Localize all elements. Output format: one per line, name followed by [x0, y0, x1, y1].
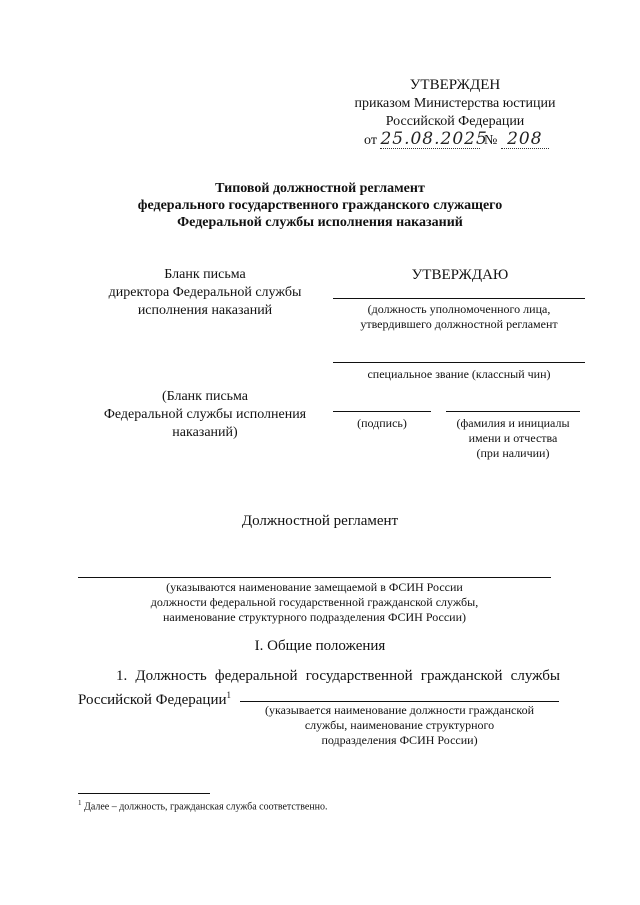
footnote-ref: 1: [226, 690, 232, 700]
heading-line2: федерального государственного гражданского служащего: [137, 198, 503, 213]
position-caption-line1: (должность уполномоченного лица,: [367, 302, 551, 316]
position-name-caption-line2: службы, наименование структурного: [304, 718, 495, 732]
position-name-caption-line3: подразделения ФСИН России): [321, 733, 478, 747]
approval-title: УТВЕРЖДЕН: [409, 77, 501, 93]
blank1-line3: исполнения наказаний: [137, 303, 273, 318]
heading-line3: Федеральной службы исполнения наказаний: [177, 215, 463, 230]
rank-line: [333, 362, 585, 363]
regulation-caption-line2: должности федеральной государственной гражданской службы,: [150, 595, 479, 609]
name-caption-line1: (фамилия и инициалы: [456, 416, 570, 430]
section-title: I. Общие положения: [254, 638, 386, 654]
position-caption: [330, 302, 588, 332]
name-caption-line3: (при наличии): [476, 446, 550, 460]
position-name-caption-line1: (указывается наименование должности гражданской: [265, 703, 534, 717]
approve-title: УТВЕРЖДАЮ: [411, 267, 509, 283]
regulation-title: Должностной регламент: [241, 513, 399, 529]
blank2-line2: Федеральной службы исполнения: [103, 407, 307, 422]
approval-block: [330, 76, 580, 131]
blank2-line3: наказаний): [172, 425, 238, 440]
rank-caption: специальное звание (классный чин): [367, 367, 551, 381]
section-paragraph-line1: 1. Должность федеральной государственной гражданской службы: [116, 668, 560, 684]
signature-line: [333, 411, 431, 412]
signature-caption: (подпись): [357, 416, 407, 430]
regulation-caption: [78, 580, 551, 625]
date-value: 25.08.2025: [380, 129, 488, 149]
name-line: [446, 411, 580, 412]
footnote-separator: [78, 793, 210, 794]
heading-line1: Типовой должностной регламент: [215, 181, 425, 196]
regulation-caption-line1: (указываются наименование замещаемой в ФСИН России: [166, 580, 463, 594]
name-caption: [440, 416, 586, 461]
number-prefix: №: [483, 133, 498, 148]
regulation-line: [78, 577, 551, 578]
footnote-text: Далее – должность, гражданская служба соответственно.: [84, 801, 328, 813]
regulation-caption-line3: наименование структурного подразделения ФСИН России): [163, 610, 466, 624]
position-caption-line2: утвердившего должностной регламент: [360, 317, 558, 331]
blank1-line1: Бланк письма: [164, 267, 246, 282]
position-name-line: [240, 701, 559, 702]
section-paragraph-line2: Российской Федерации: [78, 692, 227, 708]
approval-date-row: [364, 130, 549, 150]
document-heading: [80, 180, 560, 231]
approval-line1: приказом Министерства юстиции: [354, 96, 556, 111]
name-caption-line2: имени и отчества: [468, 431, 558, 445]
blank2-line1: (Бланк письма: [161, 389, 249, 404]
section-paragraph-line2-row: [78, 686, 231, 710]
footnote: [78, 797, 328, 813]
blank1-line2: директора Федеральной службы: [108, 285, 302, 300]
letter-blank-service: [70, 388, 340, 442]
date-prefix: от: [364, 133, 377, 148]
number-value: 208: [501, 130, 549, 149]
position-name-caption: [240, 703, 559, 748]
approval-line2: Российской Федерации: [385, 114, 525, 129]
position-line: [333, 298, 585, 299]
footnote-mark: 1: [78, 799, 82, 807]
letter-blank-director: [70, 266, 340, 320]
